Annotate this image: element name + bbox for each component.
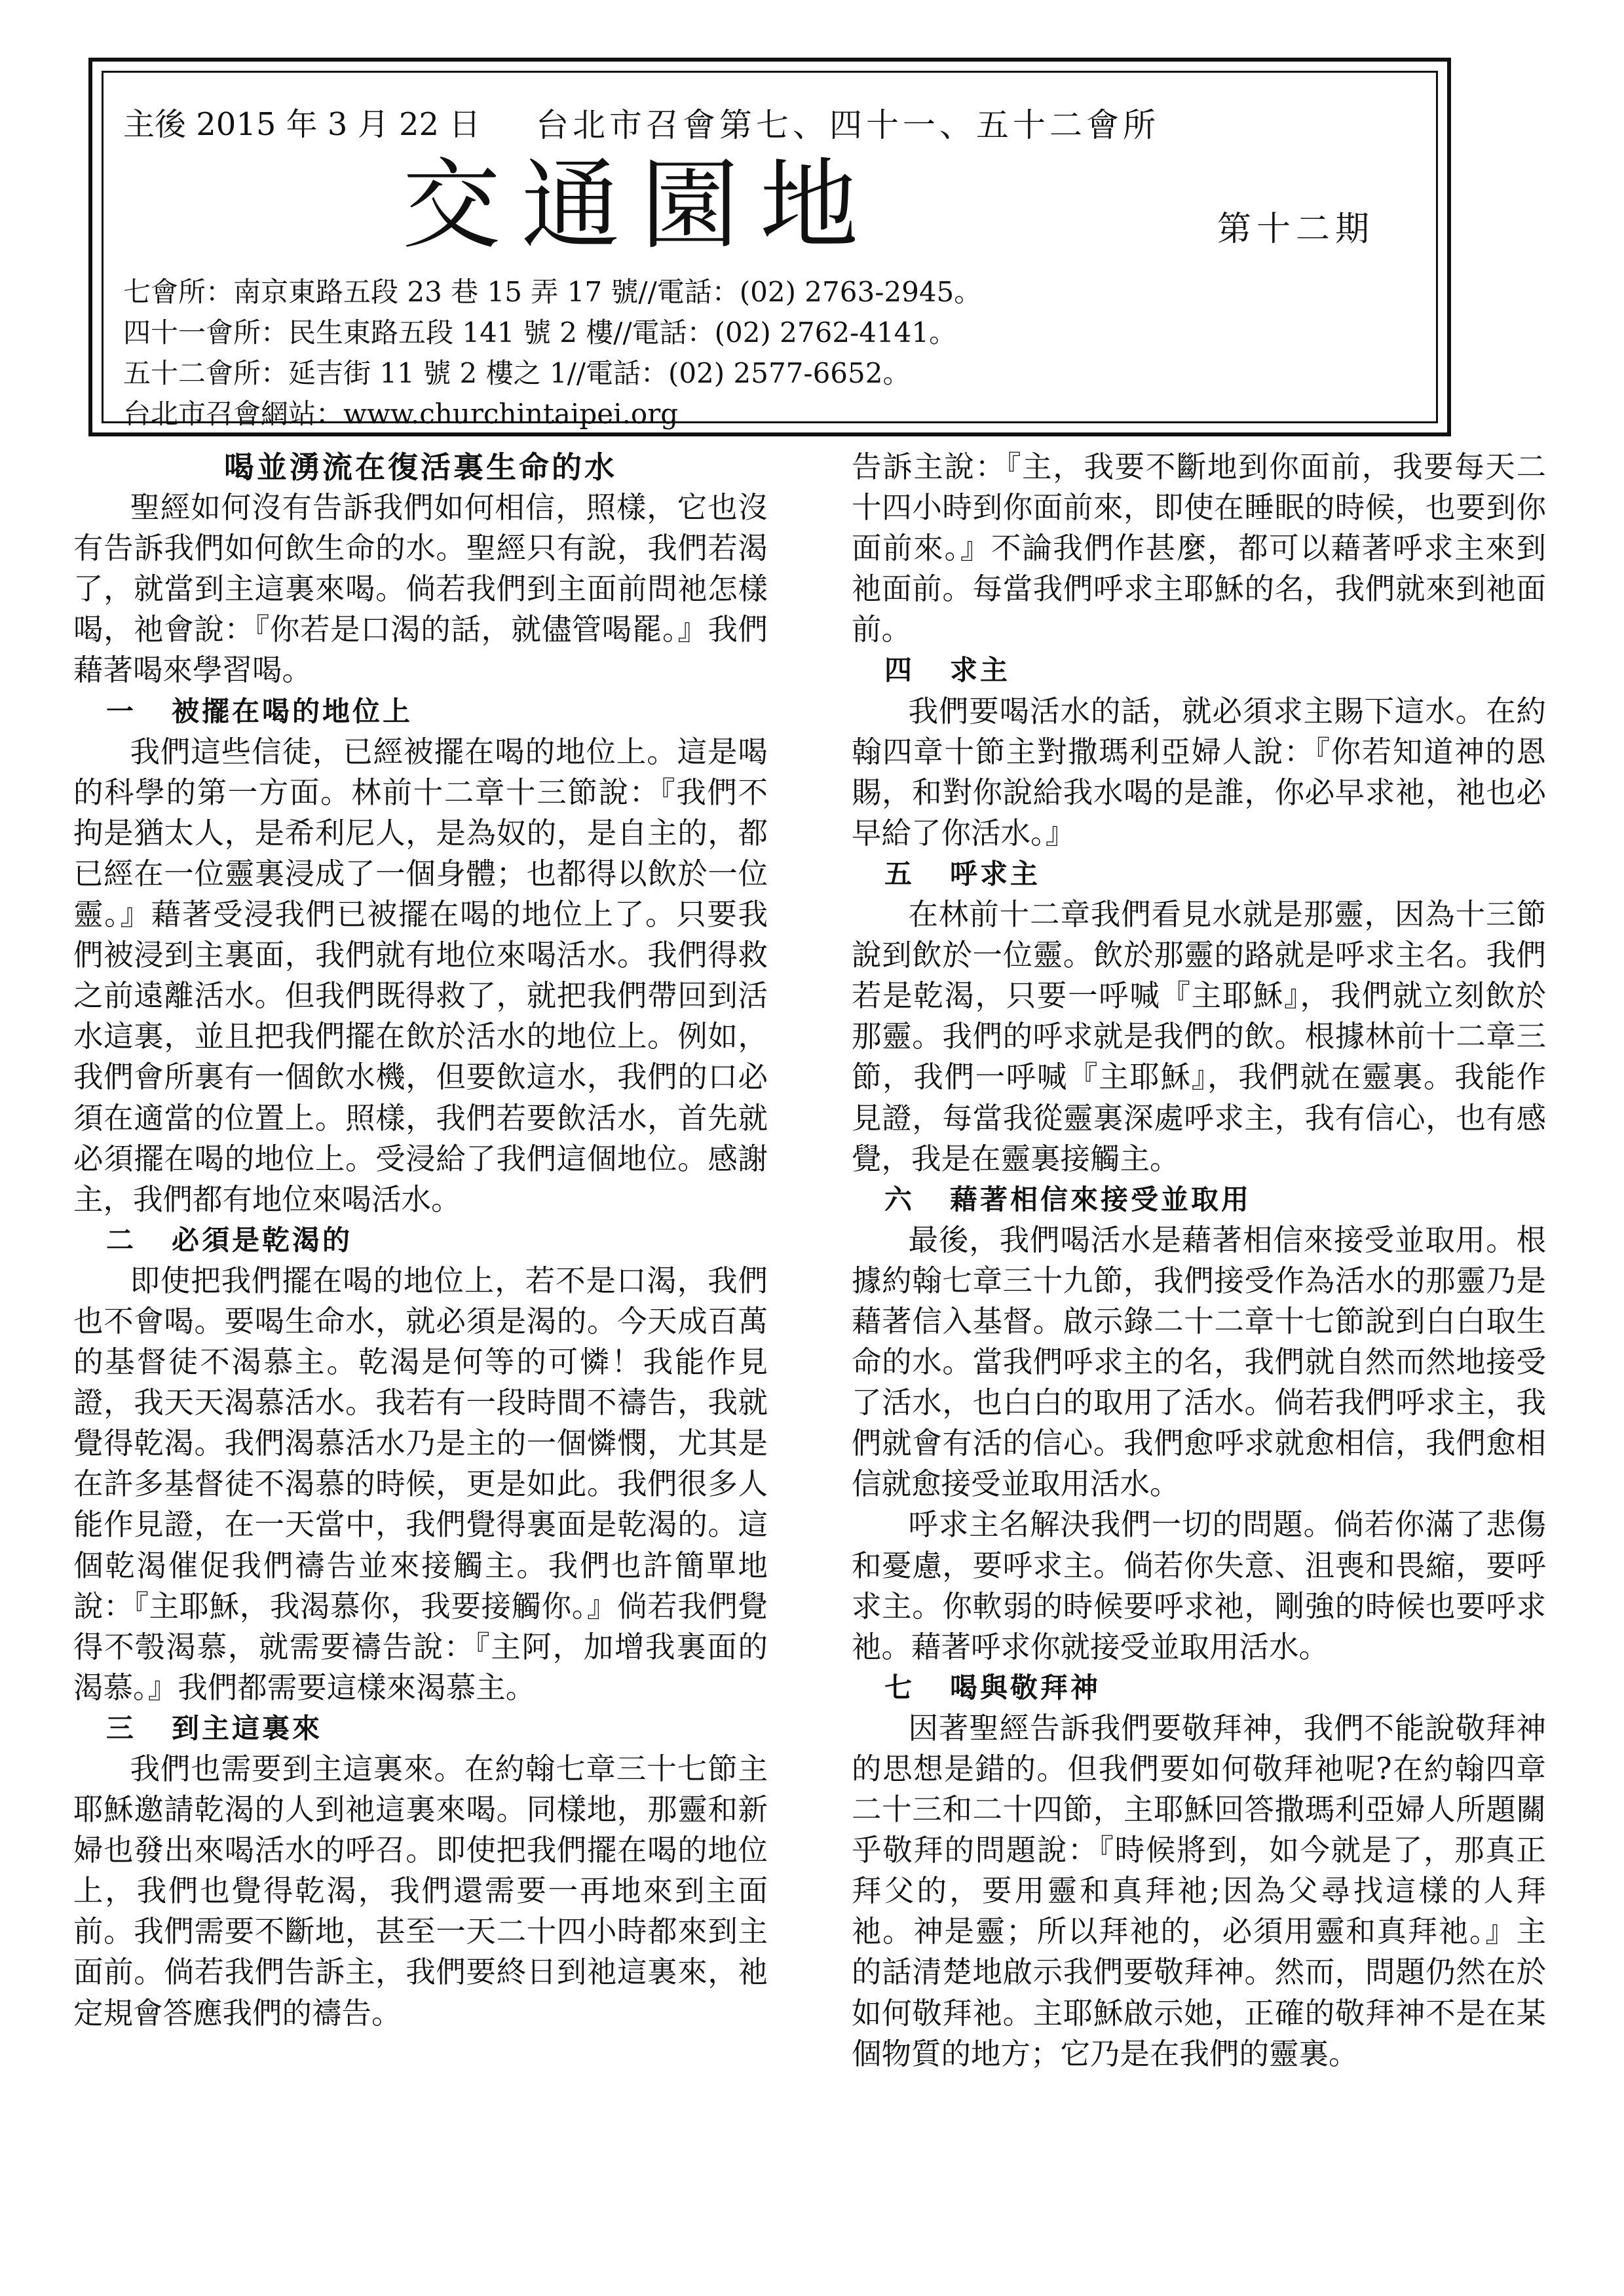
section-title: 藉著相信來接受並取用 (950, 1183, 1252, 1215)
masthead-inner-frame (102, 71, 1438, 430)
section-paragraph: 呼求主名解決我們一切的問題。倘若你滿了悲傷和憂慮，要呼求主。倘若你失意、沮喪和畏縮，要呼求主。你軟弱的時候要呼求祂，剛強的時候也要呼求祂。藉著呼求你就接受並取用活水。 (852, 1507, 1546, 1664)
section-title: 被擺在喝的地位上 (172, 695, 413, 727)
section-paragraph: 我們這些信徒，已經被擺在喝的地位上。這是喝的科學的第一方面。林前十二章十三節說：『我們不拘是猶太人，是希利尼人，是為奴的，是自主的，都已經在一位靈裏浸成了一個身體；也都得以飲於一位靈。』藉著受浸我們已被擺在喝的地位上了。只要我們被浸到主裏面，我們就有地位來喝活水。我們得救之前遠離活水。但我們既得救了，就把我們帶回到活水這裏，並且把我們擺在飲於活水的地位上。例如，我們會所裏有一個飲水機，但要飲這水，我們的口必須在適當的位置上。照樣，我們若要飲活水，首先就必須擺在喝的地位上。受浸給了我們這個地位。感謝主，我們都有地位來喝活水。 (73, 734, 768, 1217)
section-paragraph: 我們也需要到主這裏來。在約翰七章三十七節主耶穌邀請乾渴的人到祂這裏來喝。同樣地，那靈和新婦也發出來喝活水的呼召。即使把我們擺在喝的地位上，我們也覺得乾渴，我們還需要一再地來到主面前。我們需要不斷地，甚至一天二十四小時都來到主面前。倘若我們告訴主，我們要終日到祂這裏來，祂定規會答應我們的禱告。 (73, 1751, 768, 2031)
section-paragraph: 我們要喝活水的話，就必須求主賜下這水。在約翰四章十節主對撒瑪利亞婦人說：『你若知道神的恩賜，和對你說給我水喝的是誰，你必早求祂，祂也必早給了你活水。』 (852, 693, 1546, 851)
section-number: 六 (884, 1183, 915, 1215)
article-title: 喝並湧流在復活裏生命的水 (224, 450, 617, 485)
section-number: 五 (884, 857, 915, 890)
section-heading-4 (852, 650, 1546, 691)
section-title: 求主 (950, 654, 1011, 687)
section-heading-5 (852, 854, 1546, 894)
section-title: 必須是乾渴的 (172, 1223, 353, 1256)
section-number: 三 (106, 1712, 137, 1744)
section-title: 呼求主 (950, 857, 1041, 890)
website: 台北市召會網站：www.churchintaipei.org (123, 398, 679, 430)
section-number: 一 (106, 695, 137, 727)
column-left (73, 447, 768, 2034)
assembly-names: 台北市召會第七、四十一、五十二會所 (536, 106, 1160, 144)
section-number: 二 (106, 1223, 137, 1256)
section-paragraph: 在林前十二章我們看見水就是那靈，因為十三節說到飲於一位靈。飲於那靈的路就是呼求主名。我們若是乾渴，只要一呼喊『主耶穌』，我們就立刻飲於那靈。我們的呼求就是我們的飲。根據林前十二章三節，我們一呼喊『主耶穌』，我們就在靈裏。我能作見證，每當我從靈裏深處呼求主，我有信心，也有感覺，我是在靈裏接觸主。 (852, 897, 1546, 1176)
article-intro: 聖經如何沒有告訴我們如何相信，照樣，它也沒有告訴我們如何飲生命的水。聖經只有說，我們若渴了，就當到主這裏來喝。倘若我們到主面前問祂怎樣喝，祂會說：『你若是口渴的話，就儘管喝罷。』我們藉著喝來學習喝。 (73, 490, 768, 688)
address-hall-52: 五十二會所：延吉街 11 號 2 樓之 1//電話：(02) 2577-6652。 (123, 357, 911, 389)
section-heading-7 (852, 1668, 1546, 1708)
section-title: 到主這裏來 (172, 1712, 323, 1744)
section-title: 喝與敬拜神 (950, 1671, 1101, 1704)
section-number: 七 (884, 1671, 915, 1704)
section-heading-2 (73, 1220, 768, 1261)
section-heading-6 (852, 1179, 1546, 1220)
newsletter-title: 交通園地 (402, 149, 879, 263)
masthead (88, 58, 1451, 436)
section-paragraph: 最後，我們喝活水是藉著相信來接受並取用。根據約翰七章三十九節，我們接受作為活水的那靈乃是藉著信入基督。啟示錄二十二章十七節說到白白取生命的水。當我們呼求主的名，我們就自然而然地接受了活水，也白白的取用了活水。倘若我們呼求主，我們就會有活的信心。我們愈呼求就愈相信，我們愈相信就愈接受並取用活水。 (852, 1222, 1546, 1502)
address-hall-41: 四十一會所：民生東路五段 141 號 2 樓//電話：(02) 2762-4141。 (123, 316, 957, 349)
section-paragraph: 因著聖經告訴我們要敬拜神，我們不能說敬拜神的思想是錯的。但我們要如何敬拜祂呢?在約翰四章二十三和二十四節，主耶穌回答撒瑪利亞婦人所題關乎敬拜的問題說：『時候將到，如今就是了，那真正拜父的，要用靈和真拜祂;因為父尋找這樣的人拜祂。神是靈；所以拜祂的，必須用靈和真拜祂。』主的話清楚地啟示我們要敬拜神。然而，問題仍然在於如何敬拜祂。主耶穌啟示她，正確的敬拜神不是在某個物質的地方；它乃是在我們的靈裏。 (852, 1710, 1546, 2071)
address-hall-7: 七會所：南京東路五段 23 巷 15 弄 17 號//電話：(02) 2763-2945。 (123, 276, 982, 308)
section-paragraph: 即使把我們擺在喝的地位上，若不是口渴，我們也不會喝。要喝生命水，就必須是渴的。今天成百萬的基督徒不渴慕主。乾渴是何等的可憐！我能作見證，我天天渴慕活水。我若有一段時間不禱告，我就覺得乾渴。我們渴慕活水乃是主的一個憐憫，尤其是在許多基督徒不渴慕的時候，更是如此。我們很多人能作見證，在一天當中，我們覺得裏面是乾渴的。這個乾渴催促我們禱告並來接觸主。我們也許簡單地說：『主耶穌，我渴慕你，我要接觸你。』倘若我們覺得不彀渴慕，就需要禱告說：『主阿，加增我裏面的渴慕。』我們都需要這樣來渴慕主。 (73, 1263, 768, 1705)
section-heading-1 (73, 691, 768, 732)
issue-date: 主後 2015 年 3 月 22 日 (123, 106, 481, 143)
section-heading-3 (73, 1708, 768, 1749)
issue-number: 第十二期 (1217, 210, 1375, 249)
section-number: 四 (884, 654, 915, 687)
column-right (852, 447, 1546, 2075)
section-paragraph-continued: 告訴主說：『主，我要不斷地到你面前，我要每天二十四小時到你面前來，即使在睡眠的時候，也要到你面前來。』不論我們作甚麼，都可以藉著呼求主來到祂面前。每當我們呼求主耶穌的名，我們就來到祂面前。 (852, 450, 1546, 647)
